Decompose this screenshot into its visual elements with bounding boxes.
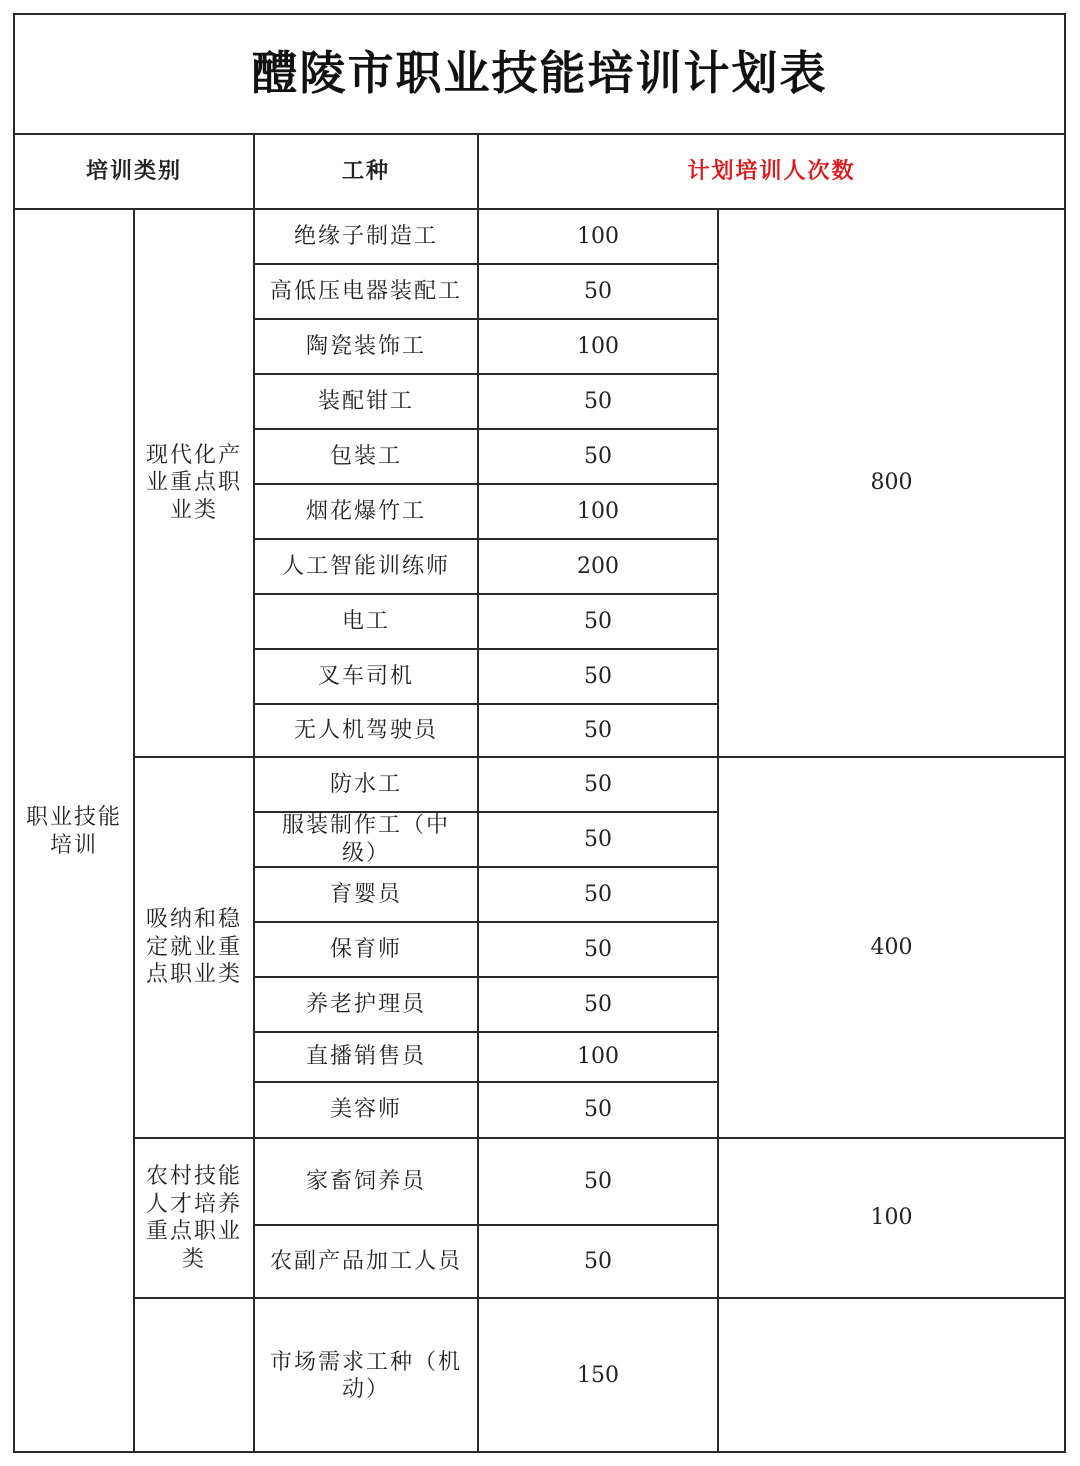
count-cell: 100 (577, 333, 619, 359)
group-divider (133, 1297, 1066, 1299)
group-name-employment: 吸纳和稳定就业重点职业类 (145, 907, 242, 988)
job-cell: 包装工 (329, 443, 402, 469)
group-total-employment: 400 (870, 934, 913, 960)
job-cell: 高低压电器装配工 (269, 278, 462, 304)
row-divider (253, 811, 719, 813)
group-divider (133, 1137, 1066, 1139)
count-cell: 50 (584, 991, 612, 1017)
row-divider (253, 648, 719, 650)
count-cell: 50 (584, 608, 612, 634)
row-divider (253, 483, 719, 485)
group-total-rural: 100 (870, 1205, 913, 1231)
job-cell: 烟花爆竹工 (305, 498, 426, 524)
group-total-market (719, 1299, 1064, 1453)
col-divider (477, 133, 479, 1453)
group-name-market (135, 1299, 253, 1453)
row-divider (253, 1081, 719, 1083)
count-cell: 50 (584, 771, 612, 797)
job-cell: 服装制作工（中级） (281, 813, 450, 866)
count-cell: 50 (584, 881, 612, 907)
job-cell: 育婴员 (329, 881, 402, 907)
col-divider (133, 208, 135, 1453)
job-cell: 电工 (341, 608, 390, 634)
header-planned-count: 计划培训人次数 (687, 157, 856, 184)
group-name-modern-industry: 现代化产业重点职业类 (145, 442, 242, 523)
group-divider (133, 756, 1066, 758)
group-name-rural: 农村技能人才培养重点职业类 (145, 1164, 242, 1272)
job-cell: 保育师 (329, 936, 402, 962)
count-cell: 100 (577, 1044, 619, 1070)
row-divider (253, 866, 719, 868)
count-cell: 150 (577, 1363, 619, 1389)
row-divider (253, 318, 719, 320)
row-divider (253, 428, 719, 430)
header-divider (13, 208, 1066, 210)
job-cell: 叉车司机 (317, 663, 414, 689)
category-label: 职业技能培训 (25, 805, 122, 858)
header-job: 工种 (341, 157, 390, 184)
row-divider (253, 1031, 719, 1033)
count-cell: 50 (584, 278, 612, 304)
row-divider (253, 538, 719, 540)
title-divider (13, 133, 1066, 135)
job-cell: 无人机驾驶员 (293, 717, 438, 743)
row-divider (253, 921, 719, 923)
table-title: 醴陵市职业技能培训计划表 (251, 46, 828, 101)
count-cell: 50 (584, 717, 612, 743)
count-cell: 50 (584, 443, 612, 469)
count-cell: 100 (577, 498, 619, 524)
count-cell: 50 (584, 936, 612, 962)
group-total-modern-industry: 800 (870, 470, 913, 496)
job-cell: 养老护理员 (305, 991, 426, 1017)
job-cell: 装配钳工 (317, 388, 414, 414)
col-divider (717, 208, 719, 1453)
row-divider (253, 1224, 719, 1226)
job-cell: 家畜饲养员 (305, 1168, 426, 1194)
col-divider (253, 133, 255, 1453)
job-cell: 人工智能训练师 (281, 553, 450, 579)
row-divider (253, 263, 719, 265)
row-divider (253, 373, 719, 375)
count-cell: 50 (584, 388, 612, 414)
job-cell: 陶瓷装饰工 (305, 333, 426, 359)
row-divider (253, 976, 719, 978)
row-divider (253, 593, 719, 595)
job-cell: 市场需求工种（机动） (269, 1349, 462, 1402)
count-cell: 50 (584, 1168, 612, 1194)
row-divider (253, 703, 719, 705)
job-cell: 美容师 (329, 1097, 402, 1123)
job-cell: 防水工 (329, 771, 402, 797)
job-cell: 直播销售员 (305, 1044, 426, 1070)
header-category: 培训类别 (85, 157, 182, 184)
job-cell: 农副产品加工人员 (269, 1248, 462, 1274)
count-cell: 50 (584, 1248, 612, 1274)
count-cell: 50 (584, 1097, 612, 1123)
count-cell: 100 (577, 223, 619, 249)
count-cell: 200 (577, 553, 619, 579)
job-cell: 绝缘子制造工 (293, 223, 438, 249)
count-cell: 50 (584, 663, 612, 689)
count-cell: 50 (584, 826, 612, 852)
